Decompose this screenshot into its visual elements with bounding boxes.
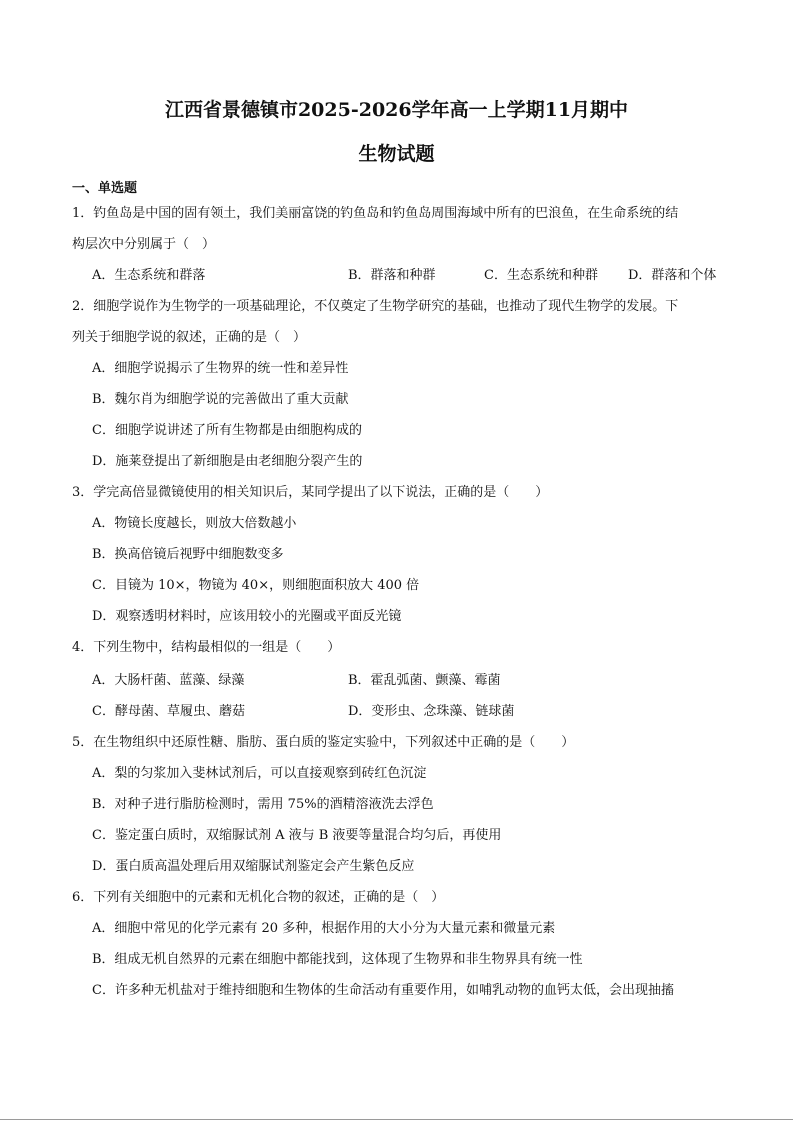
question-5-option-d: D．蛋白质高温处理后用双缩脲试剂鉴定会产生紫色反应	[92, 859, 415, 874]
question-1-option-d: D．群落和个体	[628, 268, 717, 283]
subject-title: 生物试题	[358, 143, 435, 165]
question-2-stem-line-2: 列关于细胞学说的叙述，正确的是（ ）	[72, 330, 307, 345]
question-2-stem-line-1: 2．细胞学说作为生物学的一项基础理论，不仅奠定了生物学研究的基础，也推动了现代生物学的发展。下	[72, 299, 679, 314]
question-3-stem: 3．学完高倍显微镜使用的相关知识后，某同学提出了以下说法，正确的是（ ）	[72, 485, 549, 500]
question-4-stem: 4．下列生物中，结构最相似的一组是（ ）	[72, 640, 341, 655]
question-5-option-b: B．对种子进行脂肪检测时，需用 75%的酒精溶液洗去浮色	[92, 797, 434, 812]
exam-title: 江西省景德镇市2025-2026学年高一上学期11月期中	[164, 99, 629, 121]
question-4-option-c: C．酵母菌、草履虫、蘑菇	[92, 704, 245, 719]
question-6-option-a: A．细胞中常见的化学元素有 20 多种，根据作用的大小分为大量元素和微量元素	[92, 921, 556, 936]
question-3-option-d: D．观察透明材料时，应该用较小的光圈或平面反光镜	[92, 609, 402, 624]
question-2-option-d: D．施莱登提出了新细胞是由老细胞分裂产生的	[92, 454, 363, 469]
question-2-option-c: C．细胞学说讲述了所有生物都是由细胞构成的	[92, 423, 362, 438]
question-1-stem-line-1: 1．钓鱼岛是中国的固有领土，我们美丽富饶的钓鱼岛和钓鱼岛周围海域中所有的巴浪鱼，在生命系统的结	[72, 206, 679, 221]
question-6-option-b: B．组成无机自然界的元素在细胞中都能找到，这体现了生物界和非生物界具有统一性	[92, 952, 583, 967]
question-1-option-a: A．生态系统和群落	[92, 268, 206, 283]
question-4-option-b: B．霍乱弧菌、颤藻、霉菌	[348, 673, 501, 688]
question-2-option-b: B．魏尔肖为细胞学说的完善做出了重大贡献	[92, 392, 349, 407]
question-5-option-a: A．梨的匀浆加入斐林试剂后，可以直接观察到砖红色沉淀	[92, 766, 427, 781]
question-5-stem: 5．在生物组织中还原性糖、脂肪、蛋白质的鉴定实验中，下列叙述中正确的是（ ）	[72, 735, 575, 750]
question-1-option-c: C．生态系统和种群	[484, 268, 598, 283]
page-bottom-divider	[0, 1119, 793, 1120]
section-heading-single-choice: 一、单选题	[72, 181, 138, 196]
question-5-option-c: C．鉴定蛋白质时，双缩脲试剂 A 液与 B 液要等量混合均匀后，再使用	[92, 828, 502, 843]
question-1-option-b: B．群落和种群	[348, 268, 436, 283]
question-4-option-a: A．大肠杆菌、蓝藻、绿藻	[92, 673, 245, 688]
question-3-option-c: C．目镜为 10×，物镜为 40×，则细胞面积放大 400 倍	[92, 578, 420, 593]
question-3-option-a: A．物镜长度越长，则放大倍数越小	[92, 516, 297, 531]
question-3-option-b: B．换高倍镜后视野中细胞数变多	[92, 547, 284, 562]
question-2-option-a: A．细胞学说揭示了生物界的统一性和差异性	[92, 361, 349, 376]
question-6-stem: 6．下列有关细胞中的元素和无机化合物的叙述，正确的是（ ）	[72, 890, 445, 905]
question-4-option-d: D．变形虫、念珠藻、链球菌	[348, 704, 515, 719]
question-1-stem-line-2: 构层次中分别属于（ ）	[72, 237, 216, 252]
question-6-option-c: C．许多种无机盐对于维持细胞和生物体的生命活动有重要作用，如哺乳动物的血钙太低，会出现抽搐	[92, 983, 674, 998]
